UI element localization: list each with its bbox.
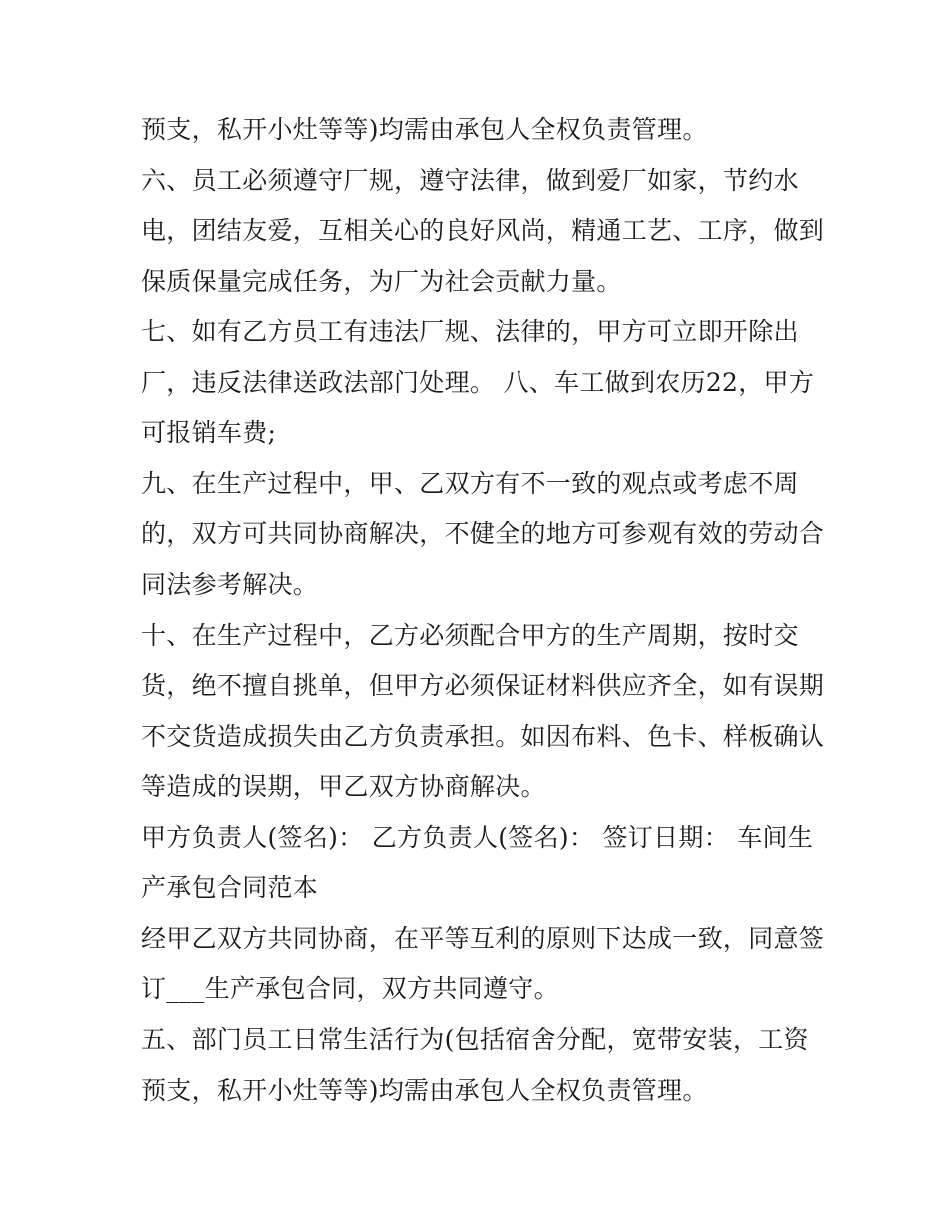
text-line: 甲方负责人(签名)： 乙方负责人(签名)： 签订日期： 车间生 [141, 823, 814, 852]
text-line: 六、员工必须遵守厂规，遵守法律，做到爱厂如家，节约水 [141, 166, 799, 195]
text-line: 不交货造成损失由乙方负责承担。如因布料、色卡、样板确认 [141, 722, 825, 751]
text-line: 保质保量完成任务，为厂为社会贡献力量。 [141, 267, 622, 296]
text-line: 预支，私开小灶等等)均需由承包人全权负责管理。 [141, 1076, 708, 1105]
text-line: 十、在生产过程中，乙方必须配合甲方的生产周期，按时交 [141, 621, 799, 650]
text-line: 货，绝不擅自挑单，但甲方必须保证材料供应齐全，如有误期 [141, 671, 825, 700]
text-line: 的，双方可共同协商解决，不健全的地方可参观有效的劳动合 [141, 519, 825, 548]
text-line: 九、在生产过程中，甲、乙双方有不一致的观点或考虑不周 [141, 469, 799, 498]
text-line: 订___生产承包合同，双方共同遵守。 [141, 974, 559, 1003]
text-line: 同法参考解决。 [141, 570, 319, 599]
text-line: 厂，违反法律送政法部门处理。 八、车工做到农历22，甲方 [141, 368, 815, 397]
text-line: 五、部门员工日常生活行为(包括宿舍分配，宽带安装，工资 [141, 1025, 809, 1054]
text-line: 七、如有乙方员工有违法厂规、法律的，甲方可立即开除出 [141, 317, 799, 346]
text-line: 等造成的误期，甲乙双方协商解决。 [141, 772, 546, 801]
text-line: 经甲乙双方共同协商，在平等互利的原则下达成一致，同意签 [141, 924, 825, 953]
text-line: 可报销车费; [141, 418, 277, 447]
text-line: 电，团结友爱，互相关心的良好风尚，精通工艺、工序，做到 [141, 216, 825, 245]
text-line: 产承包合同范本 [141, 873, 319, 902]
text-line: 预支，私开小灶等等)均需由承包人全权负责管理。 [141, 115, 708, 144]
